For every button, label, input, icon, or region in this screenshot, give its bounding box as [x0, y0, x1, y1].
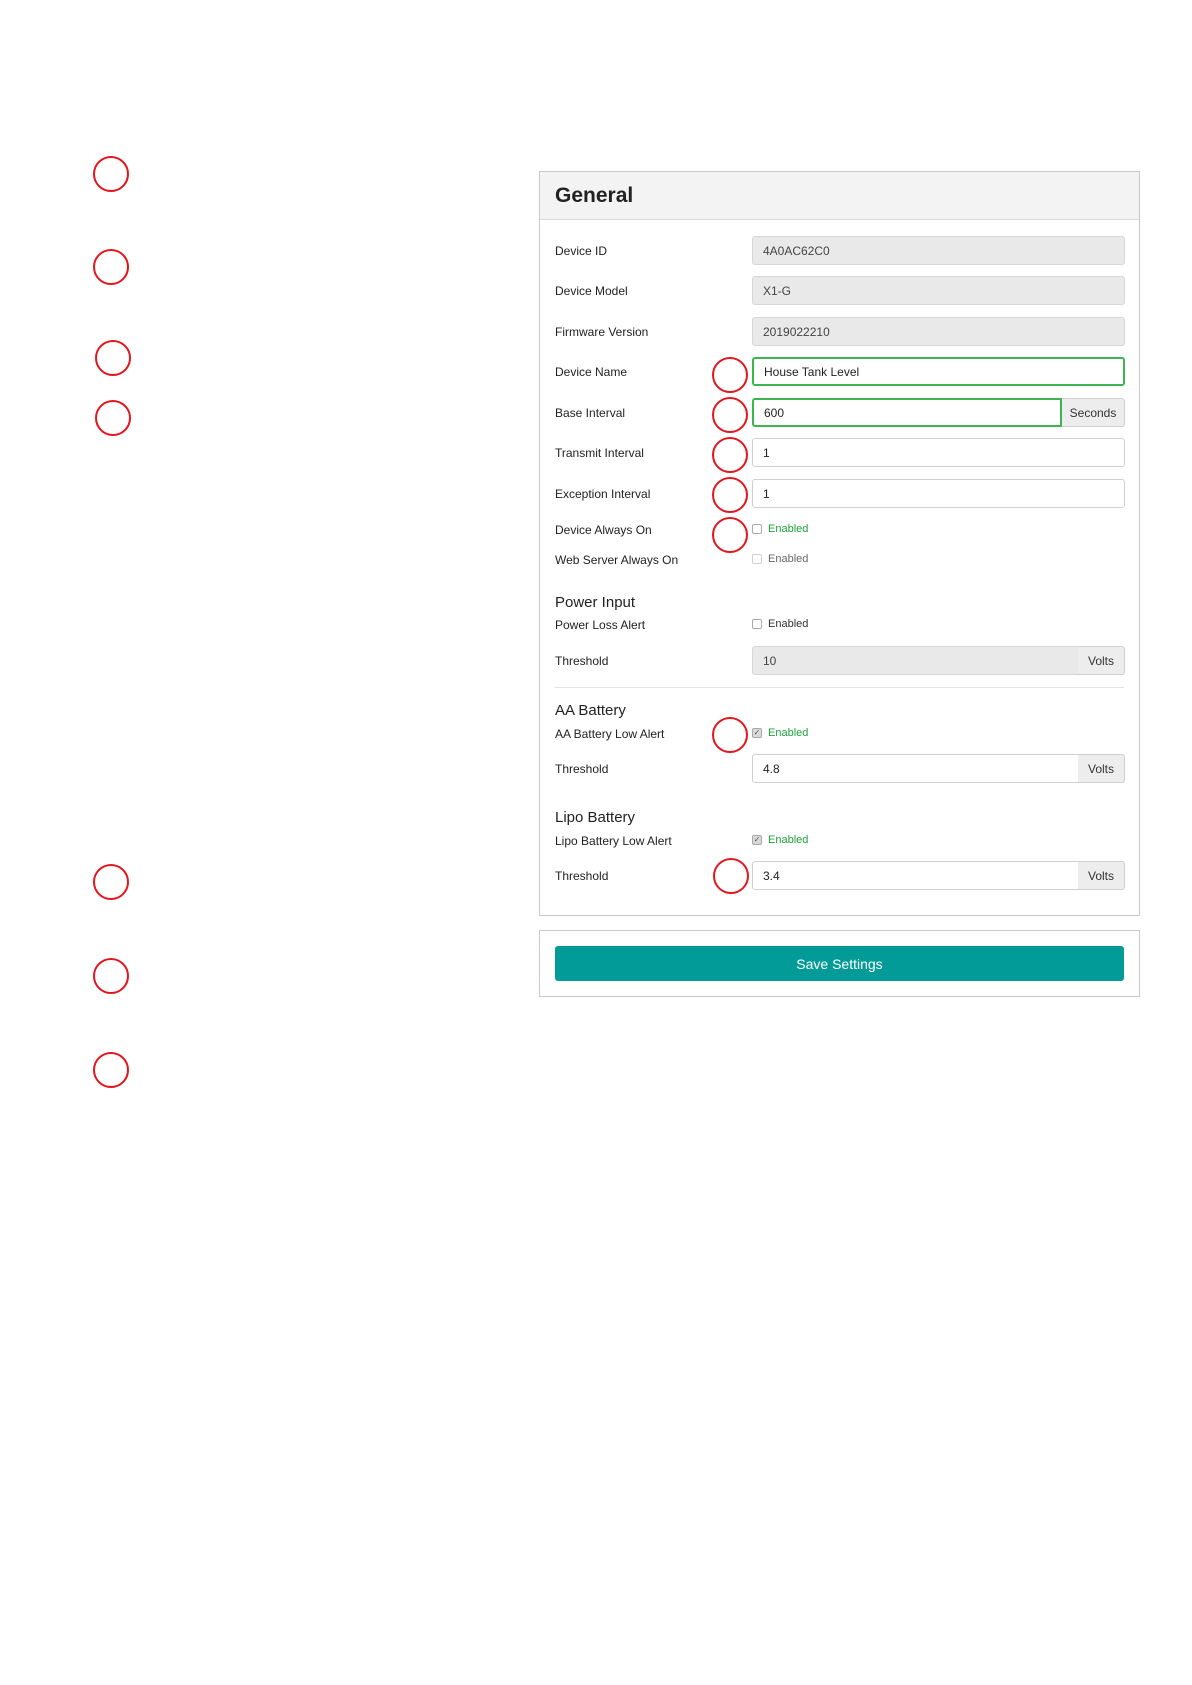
checkbox-icon[interactable]: [752, 524, 762, 534]
callout-circle: [93, 1052, 129, 1088]
web-server-always-on-toggle[interactable]: [752, 553, 808, 565]
aa-battery-alert-option: Enabled: [768, 727, 809, 739]
volts-unit-addon: Volts: [1078, 754, 1125, 783]
base-interval-label: Base Interval: [555, 406, 626, 420]
power-threshold-label: Threshold: [555, 654, 609, 668]
power-loss-alert-toggle[interactable]: [752, 618, 808, 630]
device-model-label: Device Model: [555, 284, 628, 298]
device-id-field: [752, 236, 1125, 265]
power-input-heading: Power Input: [555, 594, 636, 611]
panel-header: [540, 172, 1139, 220]
seconds-unit-addon: Seconds: [1062, 398, 1125, 427]
callout-circle: [713, 858, 749, 894]
save-settings-button[interactable]: Save Settings: [555, 946, 1124, 981]
lipo-threshold-input[interactable]: [752, 861, 1079, 890]
device-always-on-label: Device Always On: [555, 523, 652, 537]
lipo-battery-heading: Lipo Battery: [555, 809, 636, 826]
transmit-interval-input[interactable]: [752, 438, 1125, 467]
lipo-threshold-label: Threshold: [555, 869, 609, 883]
callout-circle: [93, 249, 129, 285]
lipo-battery-alert-label: Lipo Battery Low Alert: [555, 834, 672, 848]
aa-battery-heading: AA Battery: [555, 702, 626, 719]
callout-circle: [712, 397, 748, 433]
exception-interval-input[interactable]: [752, 479, 1125, 508]
web-server-always-on-option: Enabled: [768, 553, 809, 565]
volts-unit-addon: Volts: [1078, 646, 1125, 675]
callout-circle: [93, 958, 129, 994]
aa-threshold-input[interactable]: [752, 754, 1079, 783]
power-loss-alert-label: Power Loss Alert: [555, 618, 646, 632]
general-settings-panel: [539, 171, 1140, 916]
aa-battery-alert-toggle[interactable]: [752, 727, 808, 739]
lipo-battery-alert-option: Enabled: [768, 834, 809, 846]
checkbox-icon[interactable]: [752, 619, 762, 629]
callout-circle: [712, 437, 748, 473]
device-always-on-toggle[interactable]: [752, 523, 808, 535]
device-name-label: Device Name: [555, 365, 628, 379]
device-name-input[interactable]: [752, 357, 1125, 386]
callout-circle: [95, 340, 131, 376]
lipo-battery-alert-toggle[interactable]: [752, 834, 808, 846]
power-loss-alert-option: Enabled: [768, 618, 809, 630]
web-server-always-on-label: Web Server Always On: [555, 553, 679, 567]
aa-battery-alert-label: AA Battery Low Alert: [555, 727, 665, 741]
save-panel: [539, 930, 1140, 997]
device-id-label: Device ID: [555, 244, 608, 258]
power-threshold-field: [752, 646, 1079, 675]
panel-title: General: [555, 183, 634, 207]
firmware-version-label: Firmware Version: [555, 325, 649, 339]
checkbox-checked-icon[interactable]: ✓: [753, 728, 761, 737]
exception-interval-label: Exception Interval: [555, 487, 651, 501]
base-interval-input[interactable]: [752, 398, 1062, 427]
callout-circle: [712, 477, 748, 513]
transmit-interval-label: Transmit Interval: [555, 446, 644, 460]
callout-circle: [93, 156, 129, 192]
aa-threshold-label: Threshold: [555, 762, 609, 776]
checkbox-icon[interactable]: [752, 554, 762, 564]
callout-circle: [712, 357, 748, 393]
device-model-field: [752, 276, 1125, 305]
section-divider: [555, 687, 1124, 688]
firmware-version-field: [752, 317, 1125, 346]
callout-circle: [712, 717, 748, 753]
callout-circle: [95, 400, 131, 436]
device-always-on-option: Enabled: [768, 523, 809, 535]
callout-circle: [712, 517, 748, 553]
checkbox-checked-icon[interactable]: ✓: [753, 835, 761, 844]
volts-unit-addon: Volts: [1078, 861, 1125, 890]
callout-circle: [93, 864, 129, 900]
